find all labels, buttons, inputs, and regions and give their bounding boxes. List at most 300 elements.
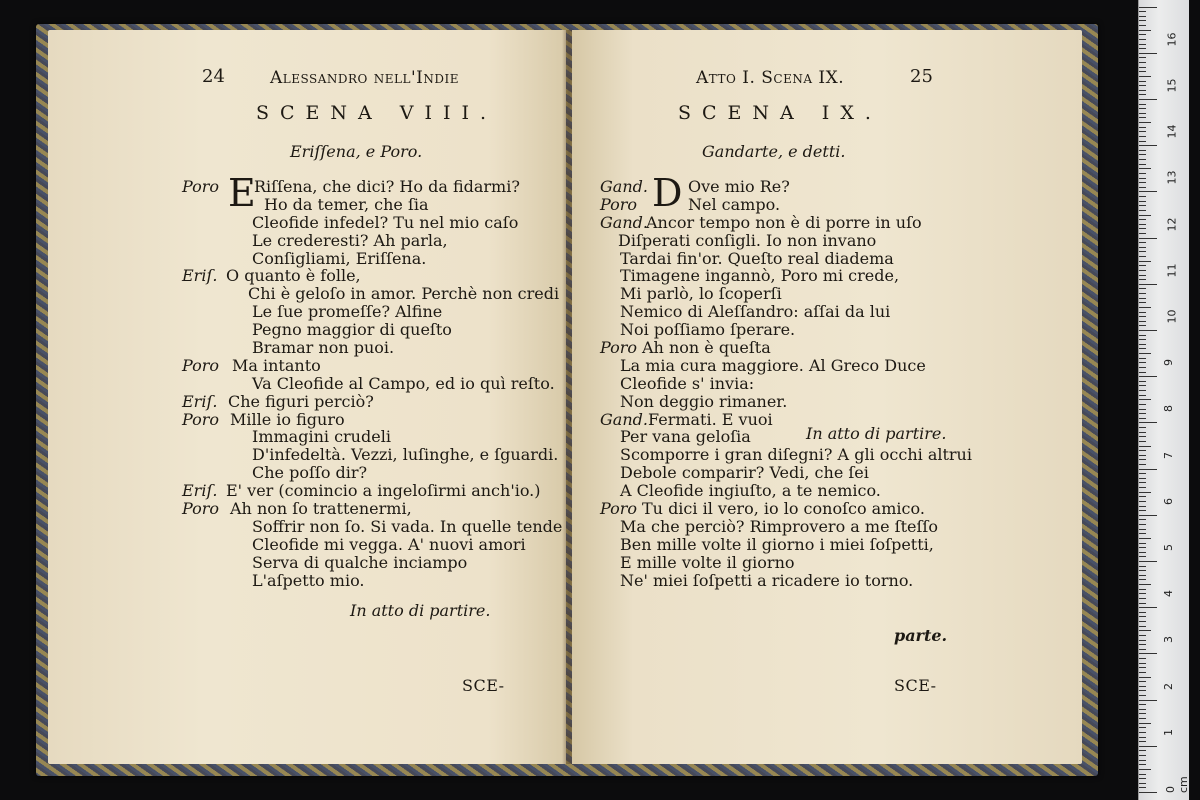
ruler-tick — [1139, 681, 1146, 682]
dialogue-line — [182, 357, 552, 375]
ruler-tick — [1139, 39, 1146, 40]
ruler-tick — [1139, 677, 1151, 678]
line-text: Ma intanto — [232, 355, 321, 375]
ruler-tick — [1139, 459, 1146, 460]
ruler-tick — [1139, 233, 1146, 234]
line-text: E' ver (comincio a ingeloſirmi anch'io.) — [226, 481, 541, 501]
ruler-tick — [1139, 709, 1146, 710]
ruler-tick — [1139, 737, 1146, 738]
ruler-tick — [1139, 348, 1146, 349]
ruler-tick — [1139, 201, 1146, 202]
line-text: Le crederesti? Ah parla, — [252, 230, 448, 250]
line-text: E mille volte il giorno — [620, 552, 795, 572]
line-text: D'infedeltà. Vezzi, luſinghe, e ſguardi. — [252, 445, 559, 465]
line-text: Mi parlò, lo ſcoperſi — [620, 284, 782, 304]
ruler-tick — [1139, 247, 1146, 248]
line-text: Scomporre i gran diſegni? A gli occhi altrui — [620, 445, 972, 465]
ruler-tick — [1139, 141, 1146, 142]
dialogue-line — [182, 536, 552, 554]
line-text: Noi poſſiamo ſperare. — [620, 320, 796, 340]
ruler-tick — [1139, 649, 1146, 650]
speaker-label: Poro — [600, 499, 638, 519]
ruler-tick — [1139, 367, 1146, 368]
ruler-tick — [1139, 510, 1146, 511]
ruler-tick — [1139, 612, 1146, 613]
line-text: Mille io figuro — [230, 409, 345, 429]
ruler-tick — [1139, 750, 1146, 751]
ruler-tick — [1139, 570, 1146, 571]
line-text: Ah non è queſta — [642, 338, 771, 358]
ruler-tick — [1139, 44, 1146, 45]
dialogue-line — [600, 572, 1040, 590]
ruler-tick — [1139, 783, 1146, 784]
dialogue-line — [182, 445, 559, 465]
ruler-tick — [1139, 94, 1146, 95]
dialogue-line — [182, 464, 552, 482]
ruler-tick — [1139, 293, 1146, 294]
dialogue-line — [600, 482, 1040, 500]
ruler-tick — [1139, 464, 1146, 465]
ruler-tick — [1139, 413, 1146, 414]
line-text: Non deggio rimaner. — [620, 391, 788, 411]
left-page — [48, 30, 566, 764]
ruler-tick — [1139, 579, 1146, 580]
ruler-tick — [1139, 76, 1151, 77]
ruler-tick — [1139, 117, 1146, 118]
dialogue-line — [182, 516, 563, 536]
ruler-tick — [1139, 552, 1146, 553]
ruler-tick — [1139, 238, 1157, 239]
ruler-tick — [1139, 57, 1146, 58]
ruler-tick — [1139, 307, 1151, 308]
ruler-tick — [1139, 607, 1157, 608]
ruler-number: 16 — [1165, 32, 1179, 47]
ruler-tick — [1139, 700, 1157, 701]
speaker-label: Poro — [600, 338, 638, 358]
ruler-tick — [1139, 302, 1146, 303]
line-text: Nel campo. — [688, 194, 781, 214]
ruler-tick — [1139, 390, 1146, 391]
ruler-tick — [1139, 432, 1146, 433]
dialogue-line — [600, 393, 1040, 411]
ruler-tick — [1139, 372, 1146, 373]
ruler-tick — [1139, 191, 1157, 192]
speaker-label: Poro — [182, 177, 220, 196]
ruler-tick — [1139, 543, 1146, 544]
ruler-tick — [1139, 732, 1146, 733]
ruler-tick — [1139, 224, 1146, 225]
ruler-number: 8 — [1162, 405, 1175, 413]
right-drop-cap: D — [652, 171, 683, 215]
left-catchword: SCE- — [462, 676, 505, 695]
ruler-tick — [1139, 122, 1151, 123]
ruler-tick — [1139, 395, 1146, 396]
ruler-tick — [1139, 603, 1146, 604]
speaker-label: Poro — [182, 499, 220, 519]
dialogue-line — [600, 267, 1040, 285]
line-text: Chi è geloſo in amor. Perchè non credi — [248, 284, 560, 304]
ruler-tick — [1139, 113, 1146, 114]
line-text: Che figuri perciò? — [228, 391, 374, 411]
line-text: Tardai fin'or. Queſto real diadema — [620, 248, 894, 268]
line-text: L'aſpetto mio. — [252, 570, 365, 590]
ruler-tick — [1139, 339, 1146, 340]
ruler-tick — [1139, 704, 1146, 705]
line-text: Timagene ingannò, Poro mi crede, — [620, 266, 900, 286]
ruler-tick — [1139, 644, 1146, 645]
speaker-label: Poro — [182, 355, 220, 375]
dialogue-line — [182, 572, 552, 590]
ruler-tick — [1139, 168, 1151, 169]
ruler-number: 14 — [1165, 124, 1179, 139]
ruler-number: 4 — [1162, 590, 1175, 598]
line-text: Cleofide infedel? Tu nel mio caſo — [252, 212, 519, 232]
line-text: Va Cleofide al Campo, ed io quì reſto. — [252, 373, 555, 393]
ruler-tick — [1139, 584, 1151, 585]
ruler-tick — [1139, 598, 1146, 599]
ruler-tick — [1139, 635, 1146, 636]
line-text: Ah non ſo trattenermi, — [230, 499, 412, 519]
line-text: Le ſue promeſſe? Alfine — [252, 302, 443, 322]
ruler-tick — [1139, 20, 1146, 21]
ruler-tick — [1139, 621, 1146, 622]
dialogue-line — [600, 250, 1040, 268]
ruler-tick — [1139, 556, 1146, 557]
line-text: Per vana geloſia — [620, 427, 751, 447]
ruler-tick — [1139, 7, 1157, 8]
dialogue-line — [600, 464, 1040, 482]
speaker-label: Gand. — [600, 409, 648, 429]
ruler-tick — [1139, 589, 1146, 590]
ruler-tick — [1139, 658, 1146, 659]
ruler-number: 1 — [1162, 728, 1175, 736]
ruler-tick — [1139, 713, 1146, 714]
dialogue-line — [600, 196, 1040, 214]
right-stage-direction: In atto di partire. — [806, 424, 947, 443]
dialogue-line — [182, 267, 552, 285]
left-drop-cap: E — [228, 171, 256, 215]
dialogue-line — [600, 357, 1040, 375]
ruler-tick — [1139, 566, 1146, 567]
ruler-tick — [1139, 667, 1146, 668]
ruler-tick — [1139, 256, 1146, 257]
ruler-tick — [1139, 108, 1146, 109]
ruler-tick — [1139, 251, 1146, 252]
ruler-tick — [1139, 344, 1146, 345]
speaker-label: Poro — [600, 194, 638, 214]
ruler-tick — [1139, 242, 1146, 243]
ruler-tick — [1139, 104, 1146, 105]
ruler-tick — [1139, 284, 1157, 285]
dialogue-line — [600, 178, 1040, 196]
ruler-number: 5 — [1162, 544, 1175, 551]
ruler-tick — [1139, 67, 1146, 68]
dialogue-line — [182, 393, 552, 411]
line-text: Fermati. E vuoi — [648, 409, 773, 429]
line-text: Bramar non puoi. — [252, 338, 395, 358]
speaker-label: Poro — [182, 409, 220, 429]
speaker-label: Gand. — [600, 177, 648, 196]
measurement-ruler — [1138, 0, 1189, 800]
dialogue-line — [600, 500, 1040, 518]
ruler-tick — [1139, 630, 1151, 631]
line-text: Ma che perciò? Rimprovero a me ſteſſo — [620, 516, 938, 536]
ruler-tick — [1139, 270, 1146, 271]
ruler-tick — [1139, 321, 1146, 322]
dialogue-line — [182, 500, 552, 518]
ruler-tick — [1139, 672, 1146, 673]
right-scene-title: SCENA IX. — [678, 102, 882, 124]
ruler-tick — [1139, 769, 1151, 770]
ruler-tick — [1139, 524, 1146, 525]
line-text: Serva di qualche inciampo — [252, 552, 468, 572]
ruler-tick — [1139, 358, 1146, 359]
ruler-tick — [1139, 131, 1146, 132]
dialogue-line — [182, 411, 552, 429]
left-dialogue — [182, 177, 563, 590]
line-text: Ove mio Re? — [688, 177, 790, 196]
left-running-head: Alessandro nell'Indie — [270, 68, 460, 88]
ruler-tick — [1139, 99, 1157, 100]
line-text: Debole comparir? Vedi, che ſei — [620, 463, 869, 483]
ruler-tick — [1139, 228, 1146, 229]
line-text: Ben mille volte il giorno i miei ſoſpetti, — [620, 534, 934, 554]
ruler-tick — [1139, 85, 1146, 86]
ruler-tick — [1139, 778, 1146, 779]
ruler-tick — [1139, 25, 1146, 26]
ruler-tick — [1139, 62, 1146, 63]
ruler-tick — [1139, 422, 1157, 423]
ruler-tick — [1139, 215, 1151, 216]
dialogue-line — [182, 373, 555, 393]
speaker-label: Gand. — [600, 212, 648, 232]
ruler-tick — [1139, 205, 1146, 206]
ruler-tick — [1139, 487, 1146, 488]
dialogue-line — [600, 214, 1040, 232]
dialogue-line — [182, 339, 552, 357]
dialogue-line — [600, 232, 1040, 250]
ruler-tick — [1139, 533, 1146, 534]
ruler-tick — [1139, 616, 1146, 617]
left-stage-direction: In atto di partire. — [350, 601, 491, 620]
ruler-number: 12 — [1165, 217, 1179, 232]
ruler-tick — [1139, 450, 1146, 451]
ruler-tick — [1139, 288, 1146, 289]
ruler-tick — [1139, 515, 1157, 516]
ruler-tick — [1139, 16, 1146, 17]
line-text: Conſigliami, Eriſſena. — [252, 248, 427, 268]
ruler-tick — [1139, 506, 1146, 507]
dialogue-line — [600, 518, 1040, 536]
dialogue-line — [600, 446, 1040, 464]
dialogue-line — [182, 428, 552, 446]
ruler-tick — [1139, 409, 1146, 410]
ruler-tick — [1139, 30, 1151, 31]
line-text: Che poſſo dir? — [252, 463, 368, 483]
ruler-tick — [1139, 48, 1146, 49]
ruler-tick — [1139, 473, 1146, 474]
ruler-tick — [1139, 127, 1146, 128]
dialogue-line — [600, 285, 1040, 303]
line-text: Pegno maggior di queſto — [252, 320, 452, 340]
ruler-tick — [1139, 441, 1146, 442]
line-text: O quanto è folle, — [226, 266, 361, 286]
ruler-tick — [1139, 718, 1146, 719]
line-text: Immagini crudeli — [252, 427, 391, 447]
dialogue-line — [600, 536, 1040, 554]
dialogue-line — [600, 554, 1040, 572]
ruler-tick — [1139, 275, 1146, 276]
speaker-label: Eriſ. — [182, 391, 218, 411]
ruler-tick — [1139, 261, 1151, 262]
ruler-tick — [1139, 496, 1146, 497]
ruler-tick — [1139, 418, 1146, 419]
ruler-tick — [1139, 219, 1146, 220]
ruler-tick — [1139, 787, 1146, 788]
ruler-tick — [1139, 686, 1146, 687]
ruler-tick — [1139, 427, 1146, 428]
ruler-tick — [1139, 478, 1146, 479]
ruler-tick — [1139, 325, 1146, 326]
ruler-tick — [1139, 376, 1157, 377]
ruler-tick — [1139, 653, 1157, 654]
ruler-tick — [1139, 173, 1146, 174]
dialogue-line — [182, 482, 552, 500]
ruler-number: 11 — [1165, 263, 1179, 278]
right-page-number: 25 — [910, 66, 933, 87]
ruler-tick — [1139, 723, 1151, 724]
ruler-tick — [1139, 11, 1146, 12]
speaker-label: Eriſ. — [182, 266, 218, 286]
ruler-tick — [1139, 519, 1146, 520]
dialogue-line — [600, 339, 1040, 357]
ruler-tick — [1139, 265, 1146, 266]
right-page — [572, 30, 1082, 764]
ruler-tick — [1139, 538, 1151, 539]
ruler-tick — [1139, 34, 1146, 35]
left-page-number: 24 — [202, 66, 225, 87]
ruler-tick — [1139, 640, 1146, 641]
ruler-tick — [1139, 529, 1146, 530]
ruler-number: 2 — [1162, 682, 1175, 690]
ruler-tick — [1139, 335, 1146, 336]
line-text: Soffrir non ſo. Si vada. In quelle tende — [252, 516, 563, 536]
speaker-label: Eriſ. — [182, 481, 218, 501]
ruler-tick — [1139, 178, 1146, 179]
line-text: Ne' miei ſoſpetti a ricadere io torno. — [620, 570, 914, 590]
dialogue-line — [182, 554, 552, 572]
ruler-tick — [1139, 81, 1146, 82]
ruler-tick — [1139, 755, 1146, 756]
ruler-number: 0 cm — [1164, 776, 1190, 793]
ruler-tick — [1139, 330, 1157, 331]
ruler-tick — [1139, 690, 1146, 691]
left-cast-line: Eriſſena, e Poro. — [290, 142, 423, 161]
line-text: Nemico di Aleſſandro: aſſai da lui — [620, 302, 891, 322]
line-text: Ancor tempo non è di porre in uſo — [646, 212, 922, 232]
right-dialogue — [600, 178, 1040, 589]
right-catchword: SCE- — [894, 676, 937, 695]
line-text: Riſſena, che dici? Ho da fidarmi? — [254, 177, 520, 196]
ruler-tick — [1139, 298, 1146, 299]
ruler-tick — [1139, 561, 1157, 562]
dialogue-line — [600, 303, 1040, 321]
ruler-tick — [1139, 187, 1146, 188]
ruler-tick — [1139, 764, 1146, 765]
ruler-tick — [1139, 353, 1151, 354]
line-text: A Cleofide ingiuſto, a te nemico. — [620, 481, 881, 501]
ruler-tick — [1139, 774, 1146, 775]
ruler-tick — [1139, 312, 1146, 313]
ruler-number: 13 — [1165, 170, 1179, 185]
line-text: Tu dici il vero, io lo conoſco amico. — [642, 499, 925, 519]
dialogue-line — [182, 284, 560, 304]
ruler-tick — [1139, 316, 1146, 317]
ruler-tick — [1139, 746, 1157, 747]
right-exit-direction: parte. — [894, 626, 948, 645]
ruler-tick — [1139, 695, 1146, 696]
ruler-tick — [1139, 90, 1146, 91]
ruler-tick — [1139, 404, 1146, 405]
ruler-tick — [1139, 501, 1146, 502]
ruler-tick — [1139, 145, 1157, 146]
ruler-tick — [1139, 385, 1146, 386]
ruler-tick — [1139, 381, 1146, 382]
ruler-tick — [1139, 469, 1157, 470]
line-text: Cleofide mi vegga. A' nuovi amori — [252, 534, 526, 554]
ruler-tick — [1139, 727, 1146, 728]
ruler-tick — [1139, 593, 1146, 594]
ruler-tick — [1139, 71, 1146, 72]
right-running-head: Atto I. Scena IX. — [696, 68, 845, 88]
ruler-tick — [1139, 626, 1146, 627]
ruler-tick — [1139, 362, 1146, 363]
left-scene-title: SCENA VIII. — [256, 102, 498, 124]
ruler-number: 6 — [1162, 497, 1175, 505]
dialogue-line — [182, 178, 552, 196]
ruler-tick — [1139, 196, 1146, 197]
ruler-tick — [1139, 182, 1146, 183]
ruler-tick — [1139, 164, 1146, 165]
dialogue-line — [600, 321, 1040, 339]
line-text: Ho da temer, che ſia — [264, 194, 429, 214]
dialogue-line — [600, 375, 1040, 393]
ruler-tick — [1139, 575, 1146, 576]
dialogue-line — [182, 196, 552, 214]
ruler-tick — [1139, 159, 1146, 160]
dialogue-line — [182, 321, 552, 339]
ruler-tick — [1139, 492, 1151, 493]
dialogue-line — [182, 214, 552, 232]
ruler-tick — [1139, 663, 1146, 664]
ruler-number: 3 — [1162, 636, 1175, 644]
dialogue-line — [182, 250, 552, 268]
ruler-tick — [1139, 136, 1146, 137]
ruler-tick — [1139, 760, 1146, 761]
line-text: Cleofide s' invia: — [620, 373, 755, 393]
line-text: Diſperati conſigli. Io non invano — [618, 230, 877, 250]
ruler-number: 10 — [1165, 309, 1179, 324]
ruler-tick — [1139, 53, 1157, 54]
ruler-tick — [1139, 547, 1146, 548]
ruler-tick — [1139, 482, 1146, 483]
ruler-tick — [1139, 792, 1157, 793]
ruler-number: 7 — [1162, 451, 1175, 459]
ruler-tick — [1139, 455, 1146, 456]
ruler-number: 15 — [1165, 78, 1179, 93]
ruler-tick — [1139, 279, 1146, 280]
ruler-tick — [1139, 741, 1146, 742]
